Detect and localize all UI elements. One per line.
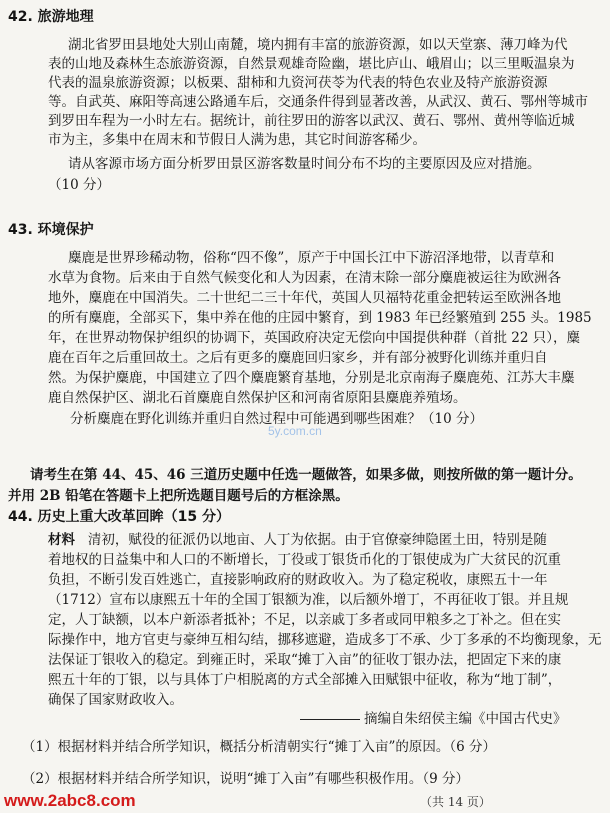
q44-line: 定，人丁缺额，以本户新添者抵补；不足，以亲戚丁多者或同甲粮多之丁补之。但在实 [48,612,561,628]
q42-line: 市为主，多集中在周末和节假日人满为患，其它时间游客稀少。 [48,132,426,148]
source-text: 摘编自朱绍侯主编《中国古代史》 [364,711,567,727]
q43-line: 地外，麋鹿在中国消失。二十世纪二三十年代，英国人贝福特花重金把转运至欧洲各地 [48,290,561,306]
q43-line: 的所有麋鹿，全部买下，集中养在他的庄园中繁育，到 1983 年已经繁殖到 255 头。1985 [48,310,592,326]
q42-score: （10 分） [48,177,110,193]
q44-line: 际操作中，地方官吏与豪绅互相勾结，挪移遮避，造成多丁不承、少丁多承的不均衡现象，无 [48,632,602,648]
watermark: 5y.com.cn [268,424,322,438]
q44-line: 确保了国家财政收入。 [48,692,183,708]
q43-line: 然。为保护麋鹿，中国建立了四个麋鹿繁育基地，分别是北京南海子麋鹿苑、江苏大丰麋 [48,370,575,386]
q43-line: 年，在世界动物保护组织的协调下，英国政府决定无偿向中国提供种群（首批 22 只），麋 [48,330,581,346]
q43-line: 麋鹿是世界珍稀动物，俗称“四不像”，原产于中国长江中下游沼泽地带，以青草和 [68,250,555,266]
q44-line-text: 清初，赋役的征派仍以地亩、人丁为依据。由于官僚豪绅隐匿土田，特别是随 [87,532,547,548]
q42-line: 表的山地及森林生态旅游资源，自然景观雄奇险幽，堪比庐山、峨眉山；以三里畈温泉为 [48,56,575,72]
q44-title: 44. 历史上重大改革回眸（15 分） [8,509,231,525]
q43-title: 43. 环境保护 [8,222,94,238]
page-count: （共 14 页） [420,795,491,809]
q43-line: 鹿自然保护区、湖北石首麋鹿自然保护区和河南省原阳县麋鹿养殖场。 [48,390,467,406]
q44-line: 熙五十年的丁银，以与具体丁户相脱离的方式全部摊入田赋银中征收，称为“地丁制”， [48,672,562,688]
q42-line: 等。自武英、麻阳等高速公路通车后，交通条件得到显著改善，从武汉、黄石、鄂州等城市 [48,94,588,110]
q42-line: 到罗田车程为一小时左右。据统计，前往罗田的游客以武汉、黄石、鄂州、黄州等临近城 [48,113,575,129]
q44-sub-question: （1）根据材料并结合所学知识，概括分析清朝实行“摊丁入亩”的原因。（6 分） [22,739,497,755]
q43-line: 水草为食物。后来由于自然气候变化和人为因素，在清末除一部分麋鹿被运往为欧洲各 [48,270,561,286]
q44-line: 法保证丁银收入的稳定。到雍正时，采取“摊丁入亩”的征收丁银办法，把固定下来的康 [48,652,562,668]
q42-title: 42. 旅游地理 [8,9,94,25]
q43-prompt: 分析麋鹿在野化训练并重归自然过程中可能遇到哪些困难？（10 分） [70,411,483,427]
q42-line: 湖北省罗田县地处大别山南麓，境内拥有丰富的旅游资源，如以天堂寨、薄刀峰为代 [68,37,568,53]
q44-line: （1712）宣布以康熙五十年的全国丁银额为准，以后额外增丁，不再征收丁银。并且规 [48,592,569,608]
q44-line: 负担，不断引发百姓逃亡，直接影响政府的财政收入。为了稳定税收，康熙五十一年 [48,572,548,588]
q42-line: 代表的温泉旅游资源；以板栗、甜柿和九资河茯苓为代表的特色农业及特产旅游资源 [48,75,548,91]
q44-source [300,710,567,728]
footer [0,791,610,813]
q44-line [48,531,547,549]
instruction-line: 请考生在第 44、45、46 三道历史题中任选一题做答，如果多做，则按所做的第一题计分。 [30,467,582,483]
q43-line: 鹿在百年之后重回故土。之后有更多的麋鹿回归家乡，并有部分被野化训练并重归自 [48,350,548,366]
material-label: 材料 [48,532,75,548]
q44-line: 着地权的日益集中和人口的不断增长，丁役或丁银货币化的丁银使成为广大贫民的沉重 [48,552,561,568]
source-dash [300,719,360,720]
site-watermark: www.2abc8.com [4,791,136,810]
q44-sub-question: （2）根据材料并结合所学知识，说明“摊丁入亩”有哪些积极作用。（9 分） [22,771,470,787]
q42-prompt: 请从客源市场方面分析罗田景区游客数量时间分布不均的主要原因及应对措施。 [68,156,541,172]
instruction-line: 并用 2B 铅笔在答题卡上把所选题目题号后的方框涂黑。 [8,488,349,504]
